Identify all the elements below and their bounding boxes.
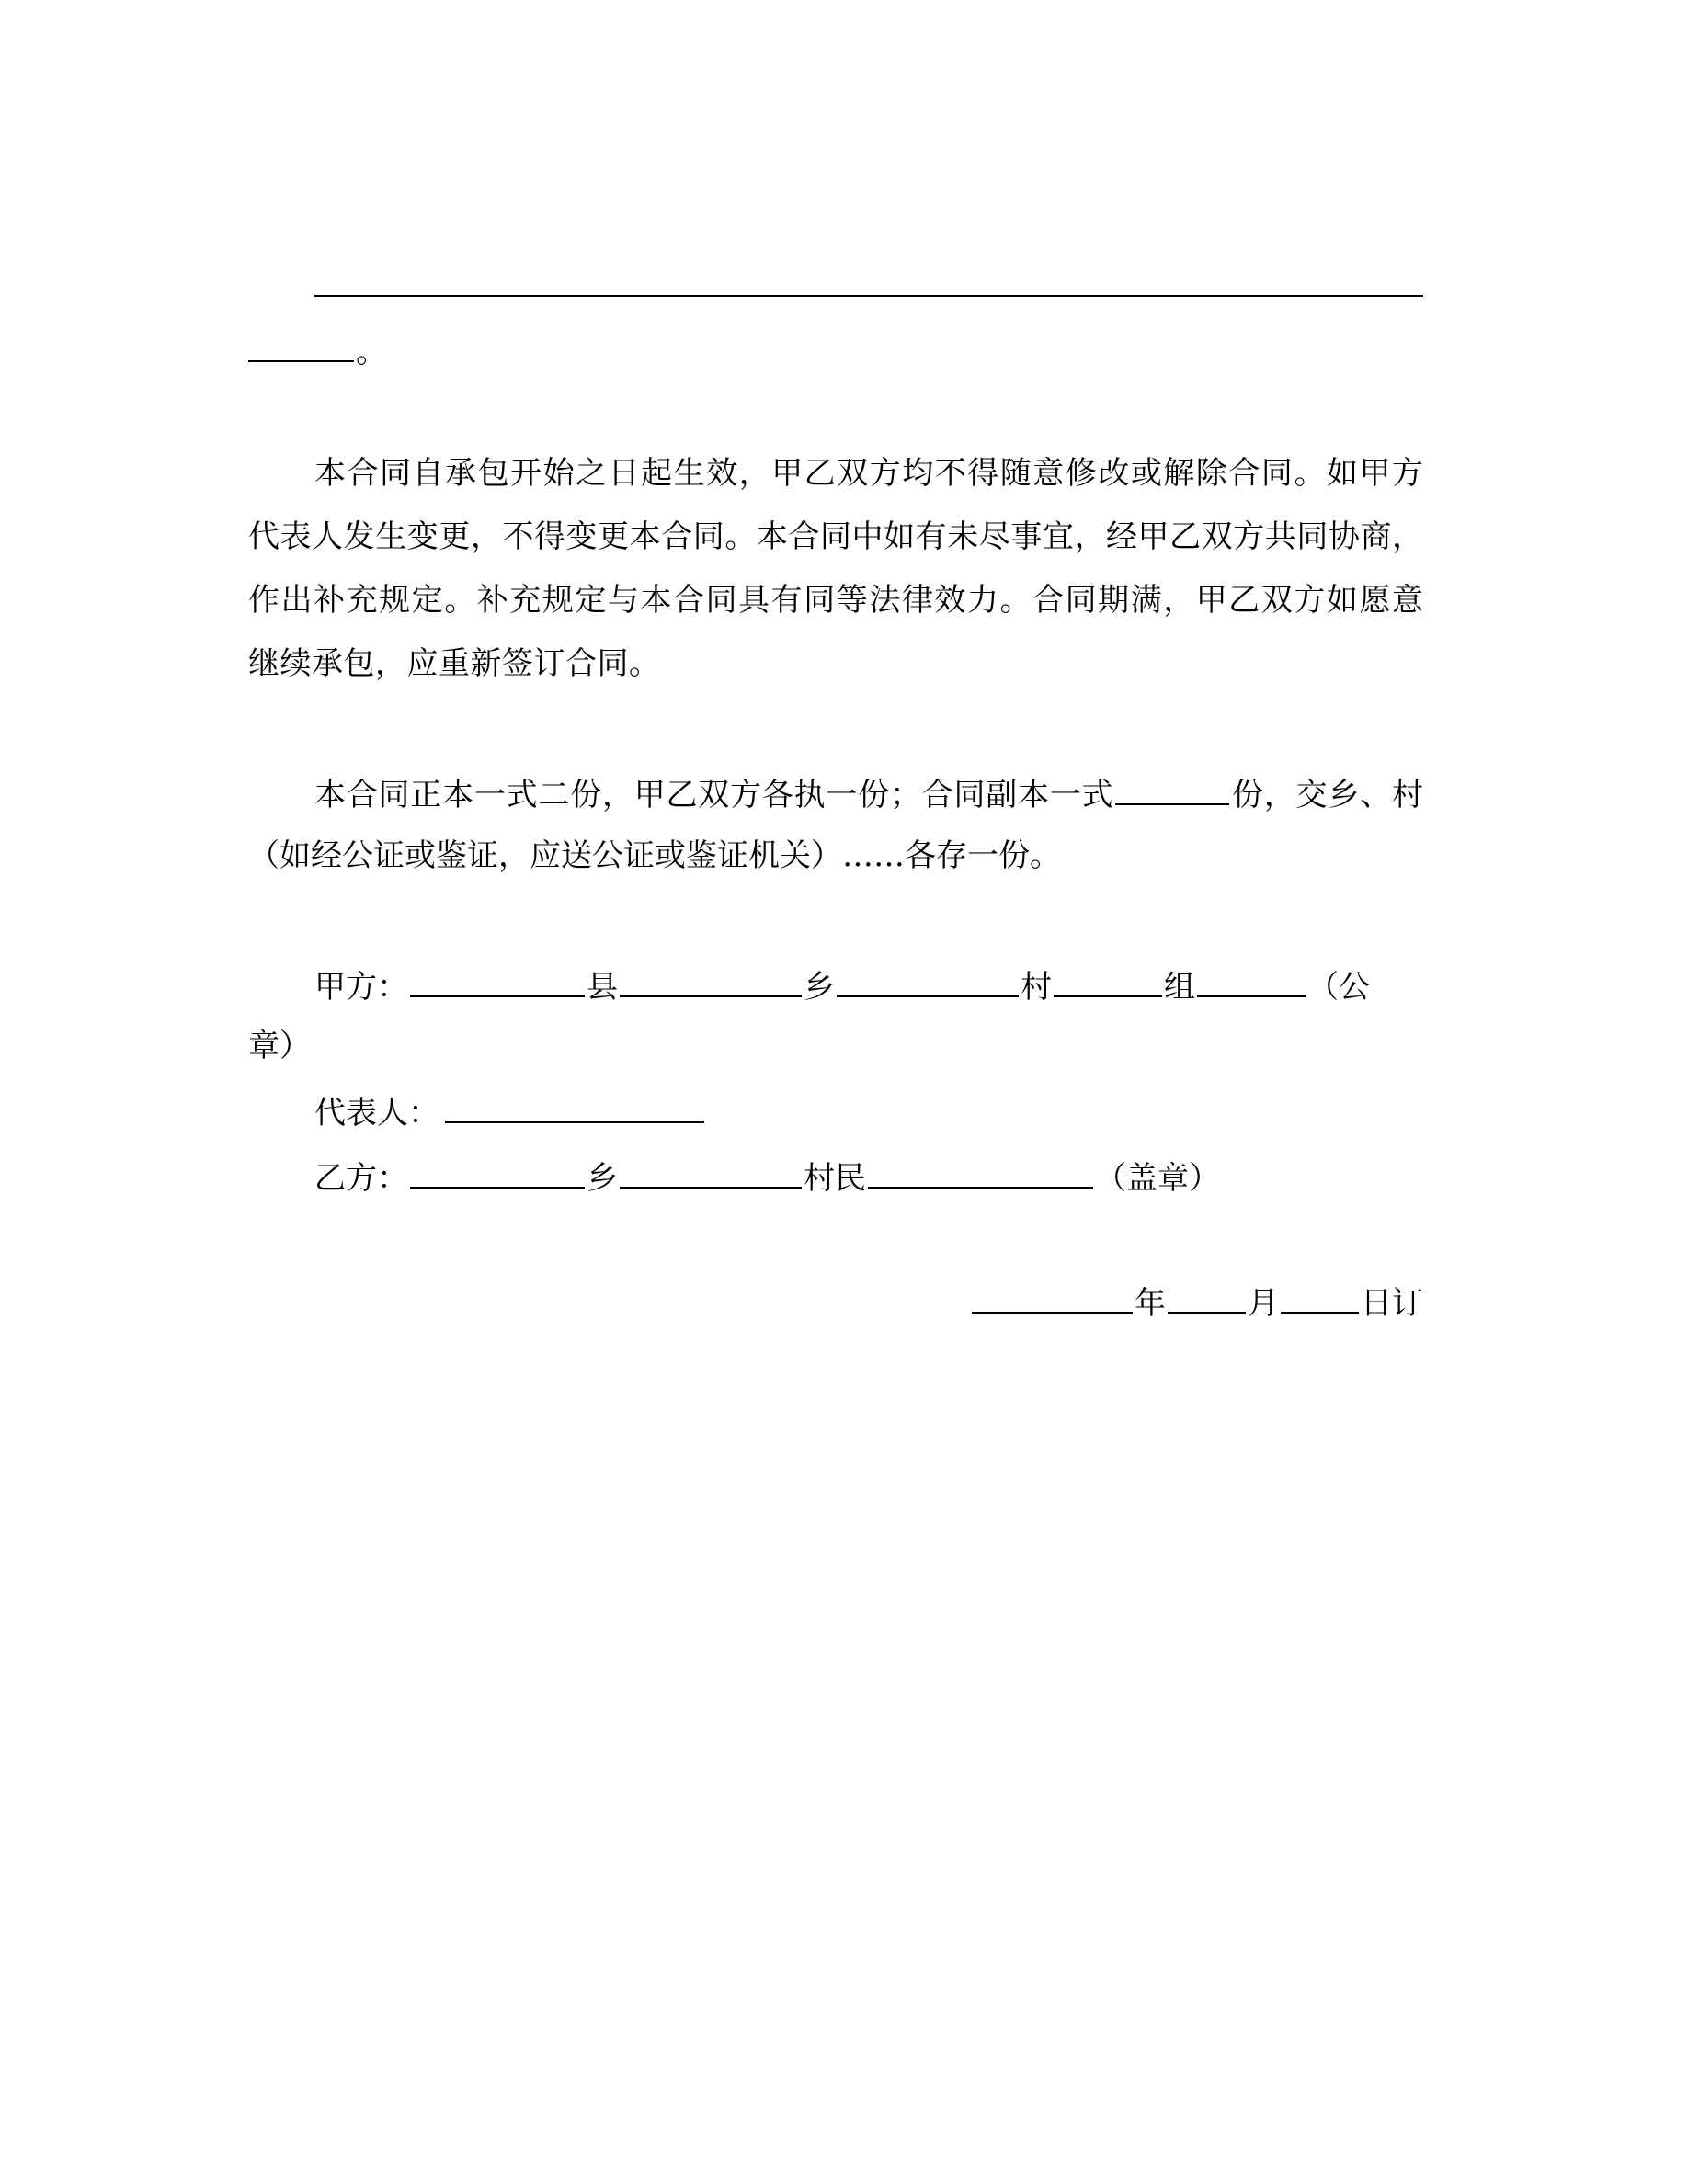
text: 乡 xyxy=(804,969,835,1006)
party-a-line xyxy=(314,966,1423,1006)
month-field[interactable] xyxy=(1168,1282,1246,1314)
party-a-seal: 章） xyxy=(248,1028,311,1064)
party-a-county-field[interactable] xyxy=(410,966,585,997)
clause-copies-line: （如经公证或鉴证，应送公证或鉴证机关）……各存一份。 xyxy=(248,837,1061,874)
blank-line-end xyxy=(248,331,1423,370)
party-a-village-field[interactable] xyxy=(837,966,1019,997)
text: （公 xyxy=(1307,969,1370,1006)
year-field[interactable] xyxy=(972,1282,1133,1314)
party-b-line xyxy=(314,1157,1423,1197)
representative-label: 代表人： xyxy=(314,1095,439,1132)
text: 村 xyxy=(1021,969,1052,1006)
clause-effect-line: 继续承包，应重新签订合同。 xyxy=(248,645,661,682)
date-line xyxy=(248,1282,1423,1322)
text: 日订 xyxy=(1361,1285,1423,1322)
text: 县 xyxy=(587,969,618,1006)
clause-copies-line xyxy=(314,774,1423,813)
party-b-name-field[interactable] xyxy=(868,1157,1093,1189)
text: 村民 xyxy=(804,1160,866,1197)
text: （盖章） xyxy=(1095,1160,1220,1197)
blank-field[interactable] xyxy=(248,331,354,362)
party-b-township-field[interactable] xyxy=(410,1157,585,1189)
blank-line-full[interactable] xyxy=(314,295,1423,297)
clause-effect-line: 作出补充规定。补充规定与本合同具有同等法律效力。合同期满，甲乙双方如愿意 xyxy=(248,582,1423,619)
text: 月 xyxy=(1248,1285,1279,1322)
period: 。 xyxy=(356,334,387,370)
party-a-label: 甲方： xyxy=(314,969,408,1006)
text: 份，交乡、村 xyxy=(1231,777,1424,813)
party-b-village-field[interactable] xyxy=(620,1157,802,1189)
text: 本合同正本一式二份，甲乙双方各执一份；合同副本一式 xyxy=(314,777,1114,813)
clause-effect-line: 代表人发生变更，不得变更本合同。本合同中如有未尽事宜，经甲乙双方共同协商， xyxy=(248,518,1423,555)
text: 组 xyxy=(1164,969,1195,1006)
party-a-name-field[interactable] xyxy=(1197,966,1306,997)
day-field[interactable] xyxy=(1281,1282,1359,1314)
party-b-label: 乙方： xyxy=(314,1160,408,1197)
representative-line xyxy=(314,1092,1423,1132)
text: 年 xyxy=(1135,1285,1166,1322)
clause-effect-line: 本合同自承包开始之日起生效，甲乙双方均不得随意修改或解除合同。如甲方 xyxy=(314,455,1423,492)
copies-count-field[interactable] xyxy=(1115,774,1229,805)
party-a-group-field[interactable] xyxy=(1054,966,1162,997)
representative-field[interactable] xyxy=(445,1092,704,1123)
party-a-township-field[interactable] xyxy=(620,966,802,997)
text: 乡 xyxy=(587,1160,618,1197)
